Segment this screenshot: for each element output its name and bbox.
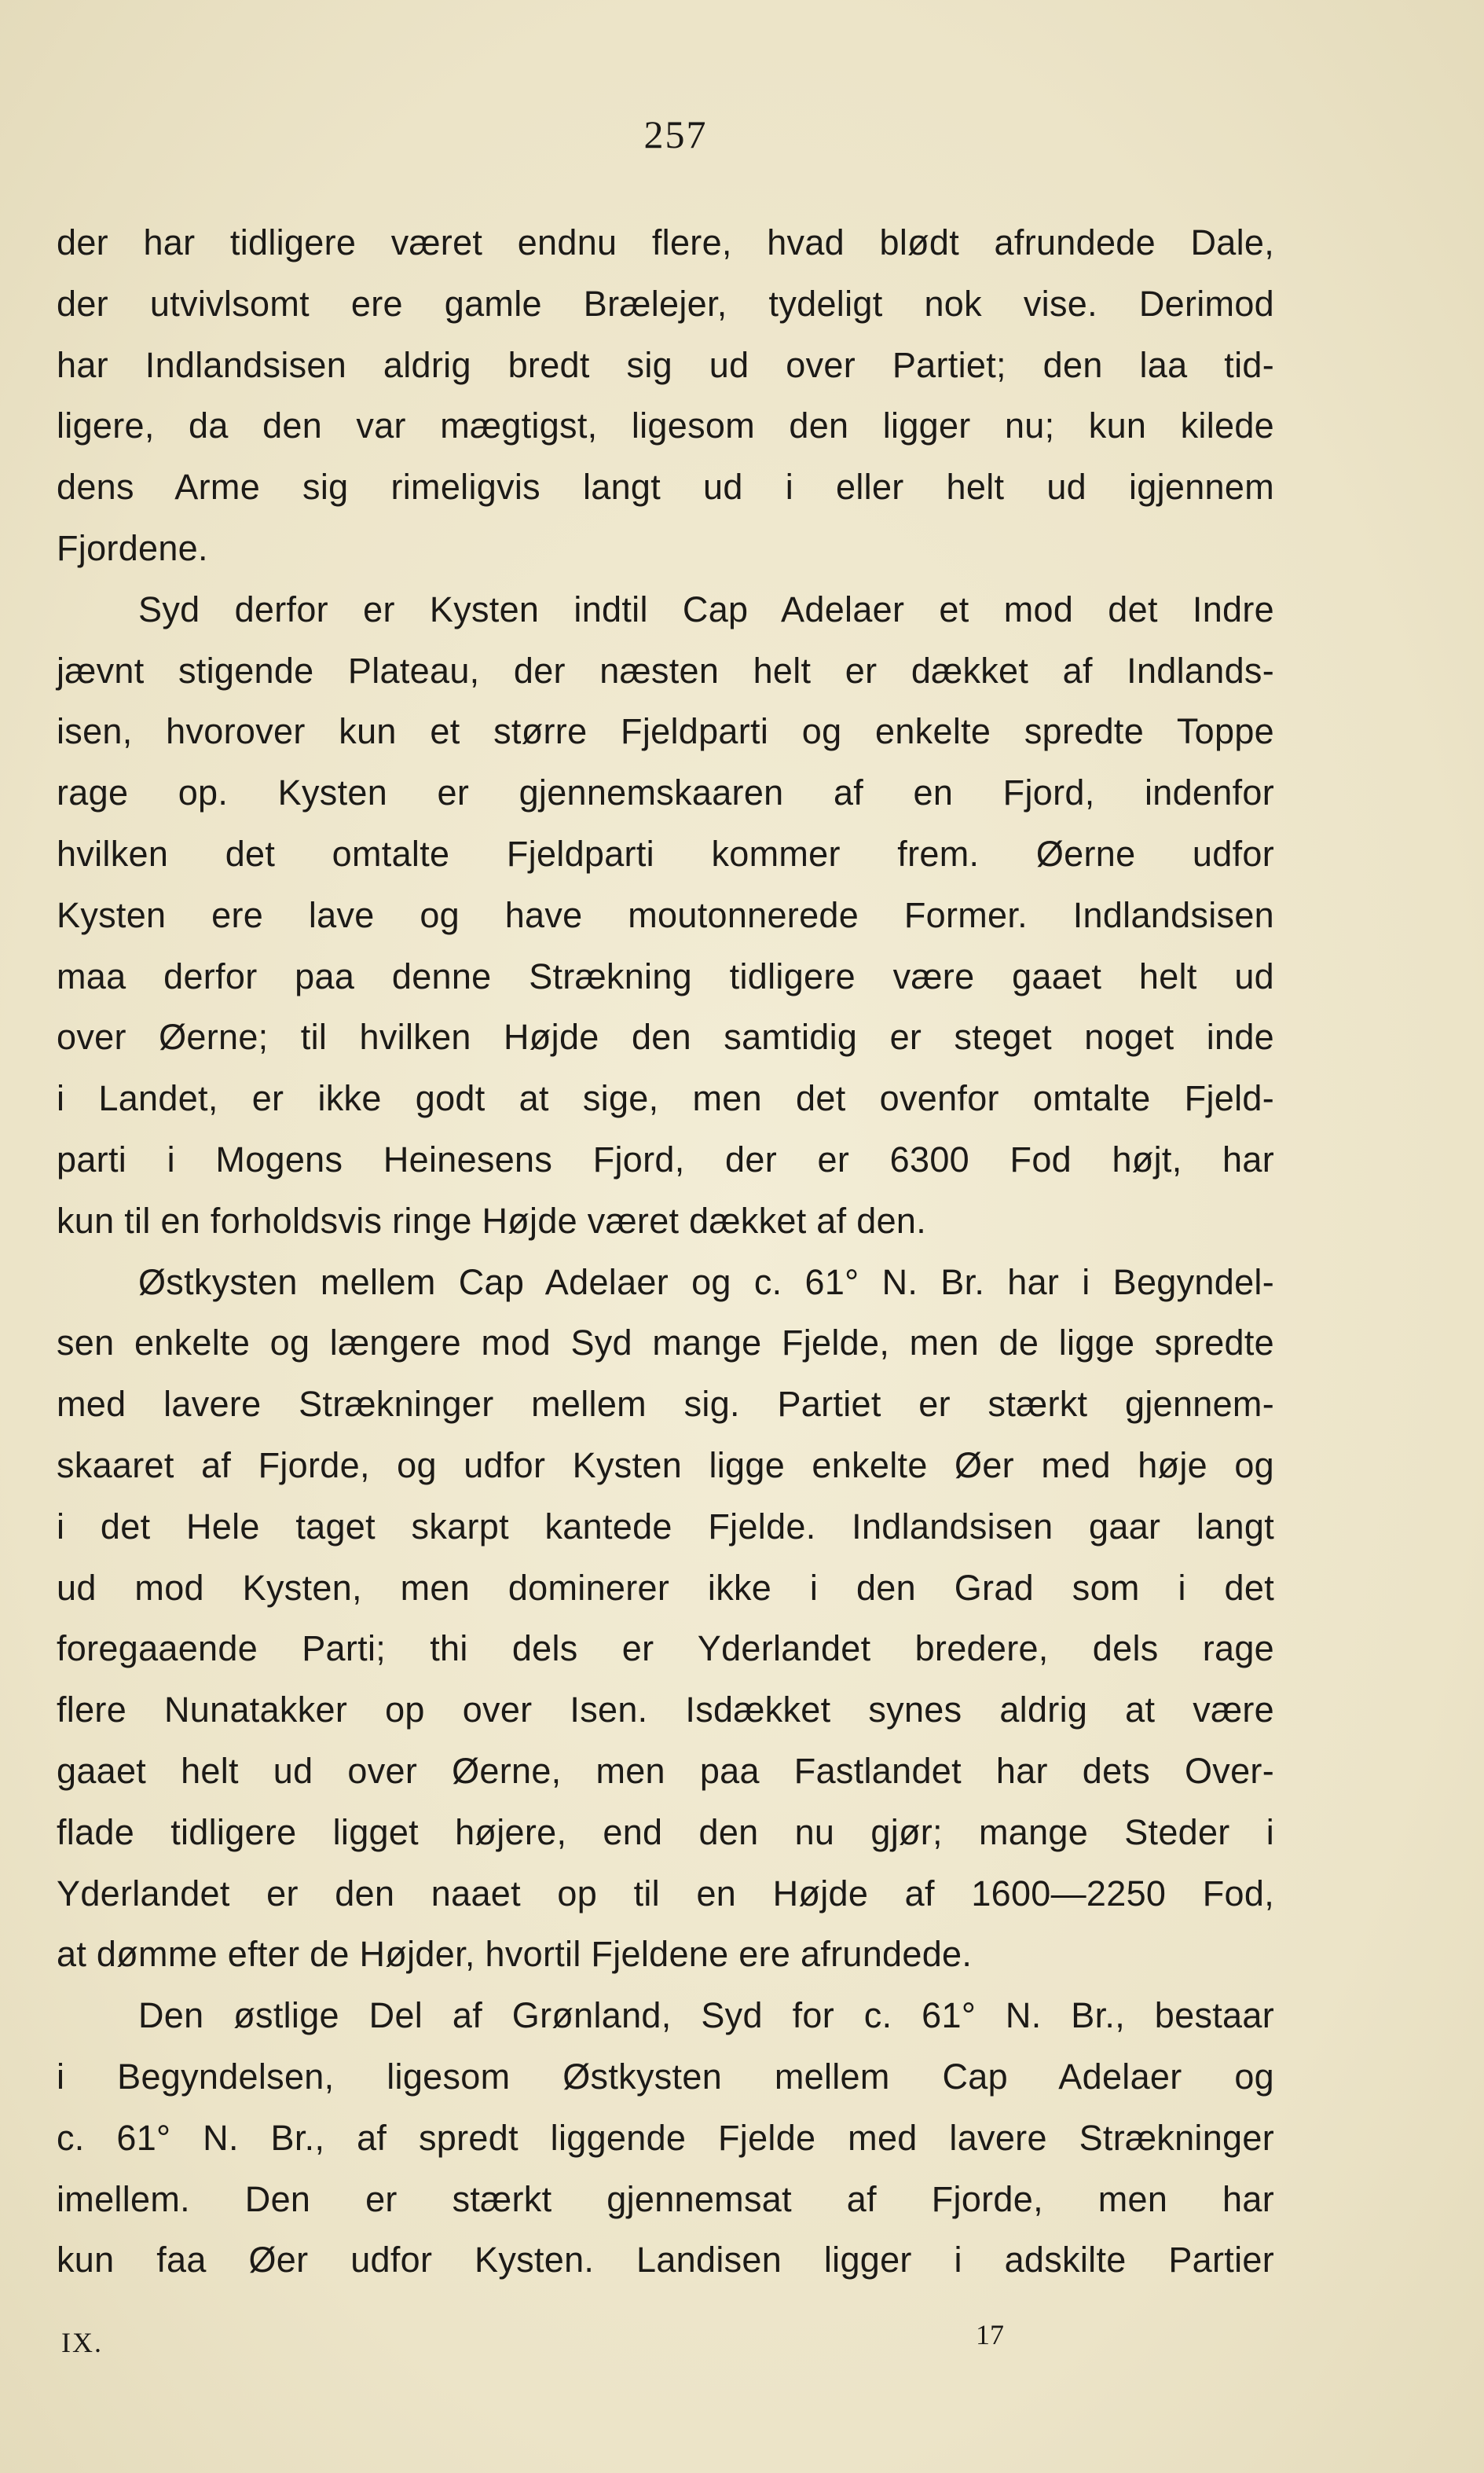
text-line: parti i Mogens Heinesens Fjord, der er 6300 Fod højt, har bbox=[57, 1139, 1274, 1180]
text-line: har Indlandsisen aldrig bredt sig ud over Partiet; den laa tid- bbox=[57, 344, 1274, 385]
text-line: kun faa Øer udfor Kysten. Landisen ligger i adskilte Partier bbox=[57, 2240, 1274, 2280]
text-line: i Begyndelsen, ligesom Østkysten mellem Cap Adelaer og bbox=[57, 2056, 1274, 2097]
text-line: Østkysten mellem Cap Adelaer og c. 61° N. Br. har i Begyndel- bbox=[138, 1261, 1274, 1302]
text-line: at dømme efter de Højder, hvortil Fjeldene ere afrundede. bbox=[57, 1934, 973, 1975]
text-line: Syd derfor er Kysten indtil Cap Adelaer et mod det Indre bbox=[138, 589, 1274, 629]
text-line: sen enkelte og længere mod Syd mange Fjelde, men de ligge spredte bbox=[57, 1323, 1274, 1363]
page-number: 257 bbox=[643, 112, 708, 156]
text-line: hvilken det omtalte Fjeldparti kommer frem. Øerne udfor bbox=[57, 833, 1274, 874]
text-line: Yderlandet er den naaet op til en Højde af 1600—2250 Fod, bbox=[57, 1873, 1274, 1913]
text-line: kun til en forholdsvis ringe Højde været dækket af den. bbox=[57, 1200, 927, 1241]
text-line: der utvivlsomt ere gamle Brælejer, tydeligt nok vise. Derimod bbox=[57, 283, 1274, 324]
body-text bbox=[57, 212, 1274, 2291]
text-line: over Øerne; til hvilken Højde den samtidig er steget noget inde bbox=[57, 1017, 1274, 1058]
text-line: der har tidligere været endnu flere, hvad blødt afrundede Dale, bbox=[57, 222, 1274, 262]
text-line: flade tidligere ligget højere, end den nu gjør; mange Steder i bbox=[57, 1811, 1274, 1852]
page-footer bbox=[57, 2318, 1274, 2365]
text-line: maa derfor paa denne Strækning tidligere være gaaet helt ud bbox=[57, 956, 1274, 996]
text-line: ligere, da den var mægtigst, ligesom den ligger nu; kun kilede bbox=[57, 405, 1274, 446]
text-line: jævnt stigende Plateau, der næsten helt er dækket af Indlands- bbox=[57, 650, 1274, 691]
text-line: rage op. Kysten er gjennemskaaren af en Fjord, indenfor bbox=[57, 772, 1274, 813]
text-line: skaaret af Fjorde, og udfor Kysten ligge enkelte Øer med høje og bbox=[57, 1444, 1274, 1485]
text-line: Kysten ere lave og have moutonnerede Former. Indlandsisen bbox=[57, 894, 1274, 935]
text-line: Den østlige Del af Grønland, Syd for c. 61° N. Br., bestaar bbox=[138, 1995, 1274, 2036]
text-line: Fjordene. bbox=[57, 527, 208, 568]
sheet-number: 17 bbox=[976, 2319, 1004, 2350]
text-line: c. 61° N. Br., af spredt liggende Fjelde med lavere Strækninger bbox=[57, 2117, 1274, 2158]
text-line: i det Hele taget skarpt kantede Fjelde. Indlandsisen gaar langt bbox=[57, 1506, 1274, 1547]
text-line: flere Nunatakker op over Isen. Isdækket synes aldrig at være bbox=[57, 1690, 1274, 1730]
signature-mark: IX. bbox=[61, 2327, 103, 2358]
text-line: ud mod Kysten, men dominerer ikke i den Grad som i det bbox=[57, 1567, 1274, 1608]
text-line: med lavere Strækninger mellem sig. Partiet er stærkt gjennem- bbox=[57, 1384, 1274, 1425]
text-line: gaaet helt ud over Øerne, men paa Fastlandet har dets Over- bbox=[57, 1750, 1274, 1791]
text-line: foregaaende Parti; thi dels er Yderlandet bredere, dels rage bbox=[57, 1628, 1274, 1669]
text-line: dens Arme sig rimeligvis langt ud i eller helt ud igjennem bbox=[57, 467, 1274, 508]
text-line: imellem. Den er stærkt gjennemsat af Fjorde, men har bbox=[57, 2178, 1274, 2219]
text-line: i Landet, er ikke godt at sige, men det ovenfor omtalte Fjeld- bbox=[57, 1078, 1274, 1119]
text-line: isen, hvorover kun et større Fjeldparti og enkelte spredte Toppe bbox=[57, 711, 1274, 752]
